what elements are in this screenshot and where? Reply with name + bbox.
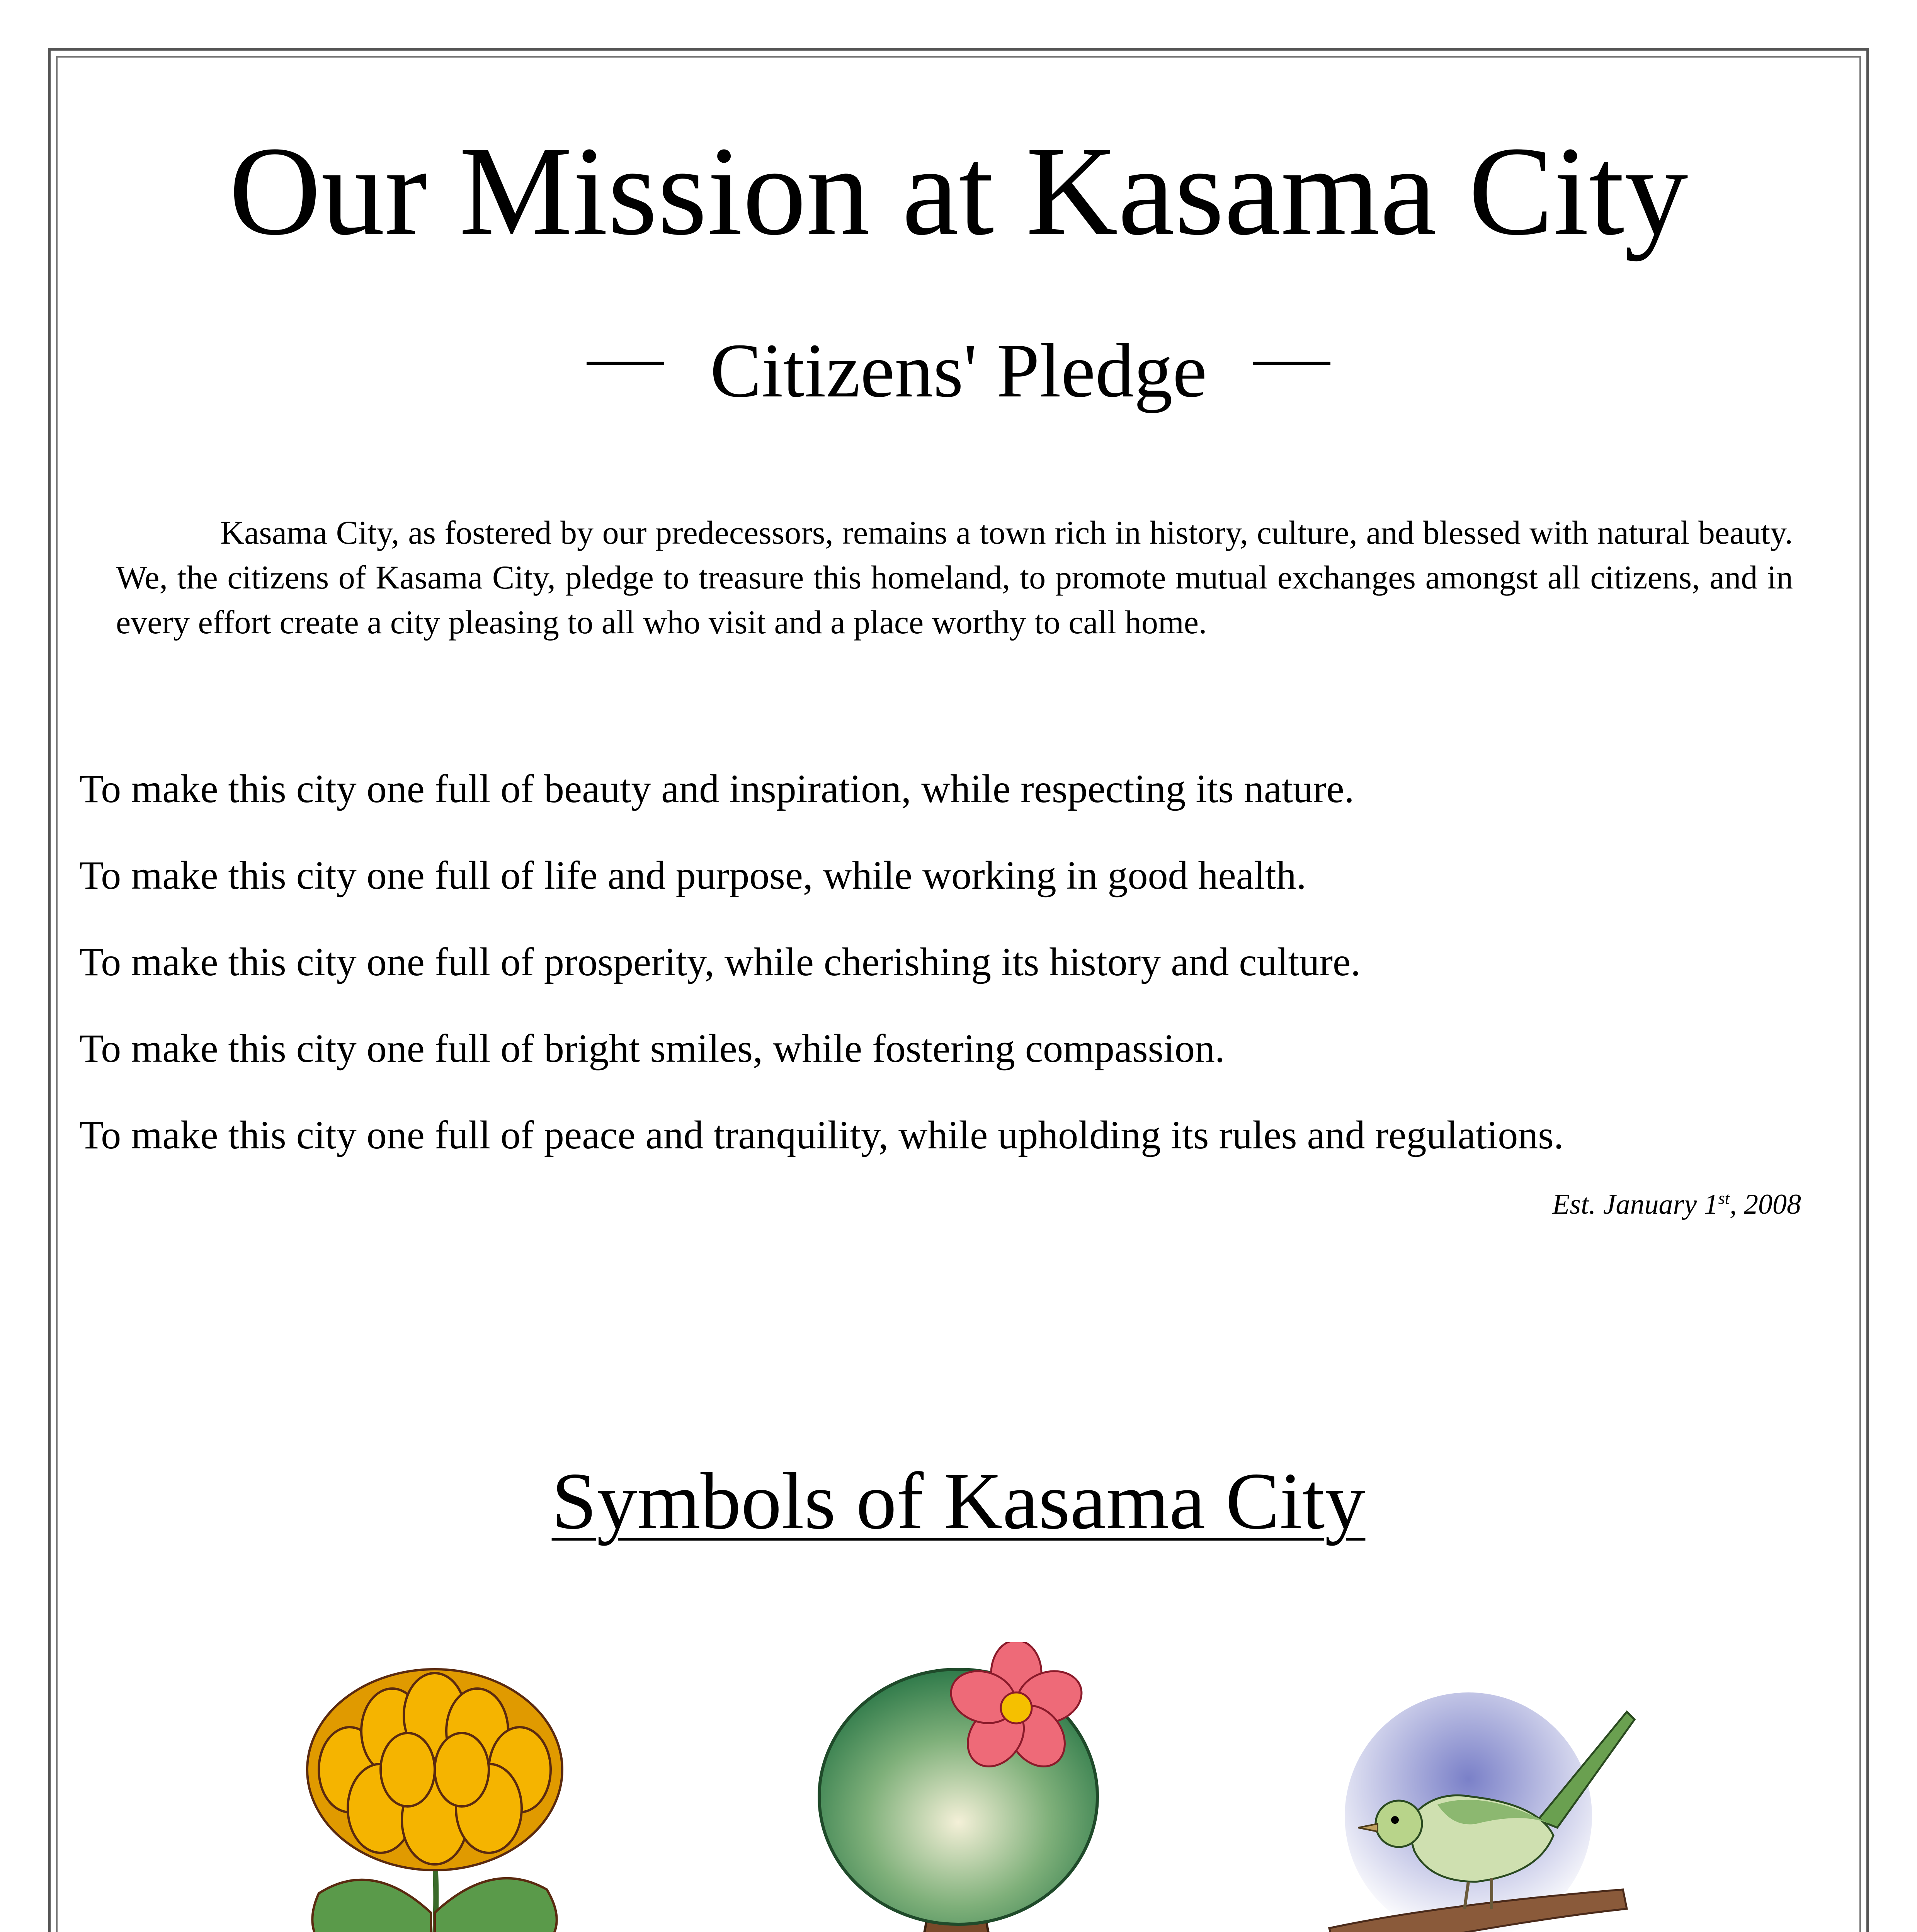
pledge-item: To make this city one full of peace and tranquility, while upholding its rules and regulations. [79, 1113, 1564, 1157]
cherry-blossom-tree-icon [800, 1642, 1117, 1932]
symbol-bird [1190, 0, 1770, 1932]
pledge-item: To make this city one full of prosperity, while cherishing its history and culture. [79, 940, 1361, 984]
symbol-tree [668, 0, 1248, 1932]
symbol-flower [145, 0, 725, 1932]
intro-paragraph: Kasama City, as fostered by our predecessors, remains a town rich in history, culture, and blessed with natural beauty. We, the citizens of Kasama City, pledge to treasure this homeland, to promote mutual exchanges amongst all citizens, and in every effort create a city pleasing to all who visit and a place worthy to call home. [116, 514, 1793, 641]
page-title: Our Mission at Kasama City [229, 121, 1688, 262]
pledge-item: To make this city one full of beauty and inspiration, while respecting its nature. [79, 767, 1354, 811]
chrysanthemum-icon [276, 1642, 593, 1932]
subtitle-text: Citizens' Pledge [710, 328, 1207, 413]
symbols-heading-text: Symbols of Kasama City [551, 1456, 1366, 1546]
pledge-item: To make this city one full of bright smiles, while fostering compassion. [79, 1026, 1225, 1071]
pledge-item: To make this city one full of life and purpose, while working in good health. [79, 853, 1306, 898]
bush-warbler-icon [1322, 1642, 1638, 1932]
established-year: , 2008 [1730, 1189, 1801, 1220]
established-ordinal: st [1718, 1189, 1730, 1208]
established-prefix: Est. January 1 [1552, 1189, 1718, 1220]
